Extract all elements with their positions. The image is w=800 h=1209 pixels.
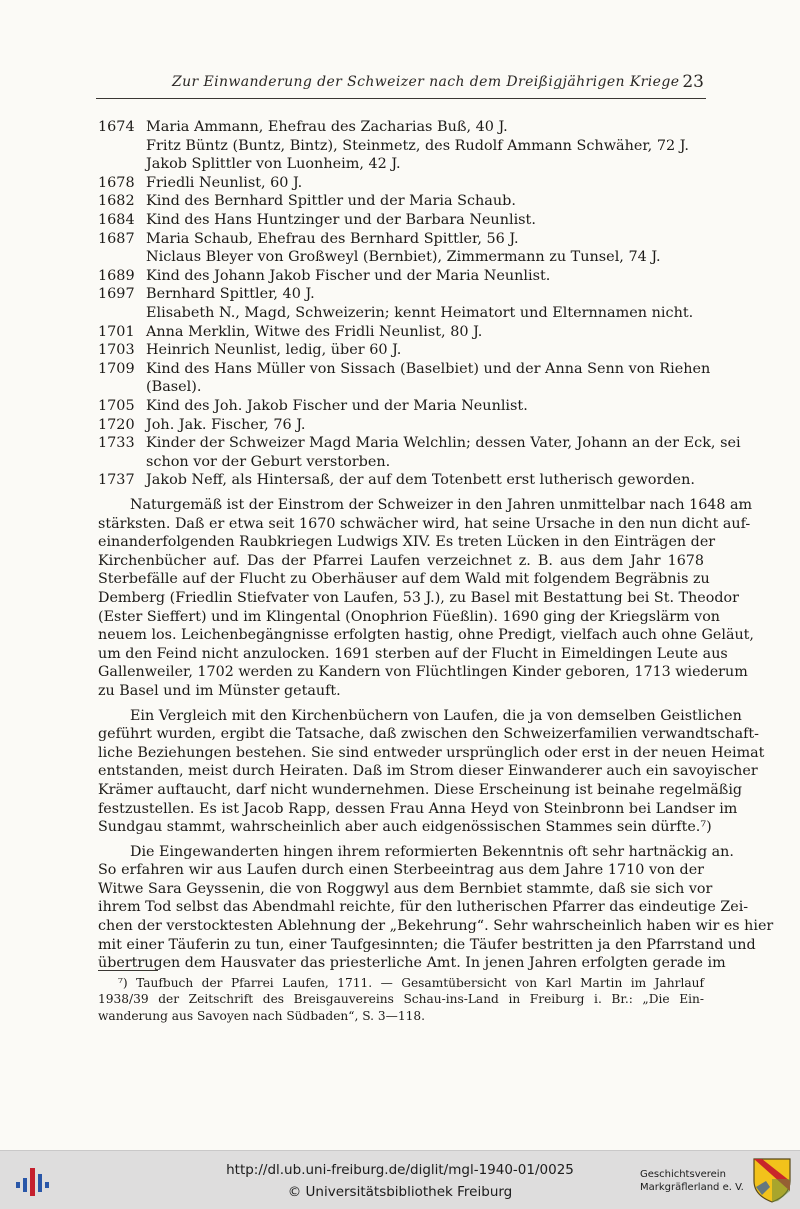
text-line: übertrugen dem Hausvater das priesterliche Amt. In jenen Jahren erfolgten gerade im: [98, 955, 726, 972]
coat-of-arms-icon[interactable]: [752, 1157, 792, 1203]
footnote: [98, 975, 704, 1024]
register-text: [146, 267, 704, 286]
register-entry: [98, 341, 704, 360]
register-line: Kind des Hans Müller von Sissach (Baselbiet) und der Anna Senn von Riehen: [146, 360, 711, 377]
text-line: geführt wurden, ergibt die Tatsache, daß zwischen den Schweizerfamilien verwandtschaft-: [98, 726, 759, 743]
body-text: [98, 496, 774, 979]
register-line: Joh. Jak. Fischer, 76 J.: [146, 416, 306, 433]
register-year: 1703: [98, 342, 135, 359]
text-line: um den Feind nicht anzulocken. 1691 sterben auf der Flucht in Eimeldingen Leute aus: [98, 645, 728, 662]
register-text: [146, 174, 704, 193]
register-text: [146, 341, 704, 360]
text-line: Naturgemäß ist der Einstrom der Schweizer in den Jahren unmittelbar nach 1648 am: [130, 497, 753, 513]
text-line: chen der verstocktesten Ablehnung der „Bekehrung“. Sehr wahrscheinlich haben wir es hier: [98, 918, 774, 935]
register-entry: [98, 267, 704, 286]
society-name-line2: Markgräflerland e. V.: [640, 1182, 744, 1193]
burial-register: [98, 118, 741, 490]
register-text: [146, 118, 704, 174]
register-line: Anna Merklin, Witwe des Fridli Neunlist, 80 J.: [146, 323, 483, 340]
register-entry: [98, 434, 741, 471]
text-line: festzustellen. Es ist Jacob Rapp, dessen Frau Anna Heyd von Steinbronn bei Landser im: [98, 800, 738, 817]
register-text: [146, 397, 704, 416]
register-year: 1720: [98, 416, 135, 433]
permalink-url[interactable]: http://dl.ub.uni-freiburg.de/diglit/mgl-1940-01/0025: [226, 1162, 574, 1178]
register-line: Fritz Büntz (Buntz, Bintz), Steinmetz, des Rudolf Ammann Schwäher, 72 J.: [146, 137, 689, 154]
footnote-rule: [98, 970, 158, 971]
register-entry: [98, 192, 704, 211]
text-line: Krämer auftaucht, darf nicht wundernehmen. Diese Erscheinung ist beinahe regelmäßig: [98, 781, 743, 798]
library-logo-icon[interactable]: [14, 1162, 54, 1198]
register-line: Jakob Splittler von Luonheim, 42 J.: [146, 156, 401, 173]
text-line: Sundgau stammt, wahrscheinlich aber auch eidgenössischen Stammes sein dürfte.⁷): [98, 819, 712, 836]
register-year: 1684: [98, 211, 135, 228]
text-line: Die Eingewanderten hingen ihrem reformierten Bekenntnis oft sehr hartnäckig an.: [130, 843, 734, 860]
paragraph: [98, 496, 754, 701]
text-line: stärksten. Daß er etwa seit 1670 schwächer wird, hat seine Ursache in den nun dicht auf-: [98, 515, 751, 532]
register-year: 1733: [98, 435, 135, 452]
register-line: Kind des Bernhard Spittler und der Maria Schaub.: [146, 193, 516, 210]
register-year: 1709: [98, 360, 135, 377]
text-line: Demberg (Friedlin Stiefvater von Laufen, 53 J.), zu Basel mit Bestattung bei St. Theodor: [98, 589, 739, 606]
register-text: [146, 416, 704, 435]
register-year: 1689: [98, 267, 135, 284]
register-entry: [98, 230, 704, 267]
register-line: Elisabeth N., Magd, Schweizerin; kennt Heimatort und Elternnamen nicht.: [146, 304, 694, 321]
copyright-notice: © Universitätsbibliothek Freiburg: [287, 1184, 513, 1200]
register-entry: [98, 323, 704, 342]
register-line: Maria Schaub, Ehefrau des Bernhard Spittler, 56 J.: [146, 230, 519, 247]
register-year: 1674: [98, 119, 135, 135]
register-text: [146, 323, 704, 342]
running-head: [96, 70, 706, 99]
footnote-line: ⁷) Taufbuch der Pfarrei Laufen, 1711. — Gesamtübersicht von Karl Martin im Jahrlauf: [118, 976, 704, 990]
register-year: 1737: [98, 472, 135, 489]
register-entry: [98, 471, 704, 490]
register-text: [146, 192, 704, 211]
register-line: Maria Ammann, Ehefrau des Zacharias Buß, 40 J.: [146, 119, 508, 135]
text-line: Ein Vergleich mit den Kirchenbüchern von Laufen, die ja von demselben Geistlichen: [130, 707, 742, 724]
register-text: [146, 471, 704, 490]
text-line: einanderfolgenden Raubkriegen Ludwigs XIV. Es treten Lücken in den Einträgen der: [98, 534, 716, 551]
paragraph: [98, 707, 765, 837]
text-line: zu Basel und im Münster getauft.: [98, 682, 341, 699]
text-line: So erfahren wir aus Laufen durch einen Sterbeeintrag aus dem Jahre 1710 von der: [98, 862, 704, 879]
register-year: 1687: [98, 230, 135, 247]
register-entry: [98, 285, 704, 322]
paragraph: [98, 843, 774, 973]
register-year: 1682: [98, 193, 135, 210]
register-line: Jakob Neff, als Hintersaß, der auf dem Totenbett erst lutherisch geworden.: [146, 472, 695, 489]
register-text: [146, 285, 704, 322]
register-line: Niclaus Bleyer von Großweyl (Bernbiet), Zimmermann zu Tunsel, 74 J.: [146, 249, 661, 266]
register-entry: [98, 416, 704, 435]
text-line: (Ester Sieffert) und im Klingental (Onophrion Füeßlin). 1690 ging der Kriegslärm von: [98, 608, 721, 625]
text-line: mit einer Täuferin zu tun, einer Taufgesinnten; die Täufer bestritten ja den Pfarrstand und: [98, 936, 756, 953]
register-year: 1697: [98, 286, 135, 303]
register-year: 1705: [98, 397, 135, 414]
footnote-line: 1938/39 der Zeitschrift des Breisgauvereins Schau-ins-Land in Freiburg i. Br.: „Die Ein-: [98, 992, 704, 1007]
register-text: [146, 360, 710, 397]
register-year: 1701: [98, 323, 135, 340]
register-text: [146, 434, 741, 471]
text-line: liche Beziehungen bestehen. Sie sind entweder ursprünglich oder erst in der neuen Heimat: [98, 744, 765, 761]
register-line: Heinrich Neunlist, ledig, über 60 J.: [146, 342, 402, 359]
viewer-footer: [0, 1150, 800, 1209]
register-entry: [98, 360, 711, 397]
register-entry: [98, 397, 704, 416]
register-line: Kind des Joh. Jakob Fischer und der Maria Neunlist.: [146, 397, 528, 414]
society-name: [640, 1168, 750, 1194]
register-entry: [98, 118, 704, 174]
text-line: ihrem Tod selbst das Abendmahl reichte, für den lutherischen Pfarrer das eindeutige Zei-: [98, 899, 749, 916]
society-name-line1: Geschichtsverein: [640, 1169, 726, 1180]
register-entry: [98, 174, 704, 193]
footnote-line: wanderung aus Savoyen nach Südbaden“, S. 3—118.: [98, 1008, 425, 1023]
register-year: 1678: [98, 174, 135, 191]
text-line: neuem los. Leichenbegängnisse erfolgten hastig, ohne Predigt, vielfach auch ohne Geläut,: [98, 627, 754, 644]
running-title: Zur Einwanderung der Schweizer nach dem Dreißigjährigen Kriege: [172, 74, 680, 90]
text-line: Witwe Sara Geyssenin, die von Roggwyl aus dem Bernbiet stammte, daß sie sich vor: [98, 880, 713, 897]
text-line: Sterbefälle auf der Flucht zu Oberhäuser auf dem Wald mit folgendem Begräbnis zu: [98, 571, 710, 588]
text-line: Kirchenbücher auf. Das der Pfarrei Laufen verzeichnet z. B. aus dem Jahr 1678: [98, 552, 704, 569]
register-line: Bernhard Spittler, 40 J.: [146, 286, 315, 303]
register-text: [146, 211, 704, 230]
page-number: 23: [682, 72, 704, 92]
register-entry: [98, 211, 704, 230]
register-text: [146, 230, 704, 267]
register-line: Friedli Neunlist, 60 J.: [146, 174, 303, 191]
register-line: Kind des Johann Jakob Fischer und der Maria Neunlist.: [146, 267, 551, 284]
register-line: Kinder der Schweizer Magd Maria Welchlin; dessen Vater, Johann an der Eck, sei: [146, 435, 741, 452]
register-line: schon vor der Geburt verstorben.: [146, 453, 391, 470]
register-line: Kind des Hans Huntzinger und der Barbara Neunlist.: [146, 211, 536, 228]
register-line: (Basel).: [146, 379, 202, 396]
text-line: entstanden, meist durch Heiraten. Daß im Strom dieser Einwanderer auch ein savoyischer: [98, 763, 758, 780]
text-line: Gallenweiler, 1702 werden zu Kandern von Flüchtlingen Kinder geboren, 1713 wiederum: [98, 664, 748, 681]
